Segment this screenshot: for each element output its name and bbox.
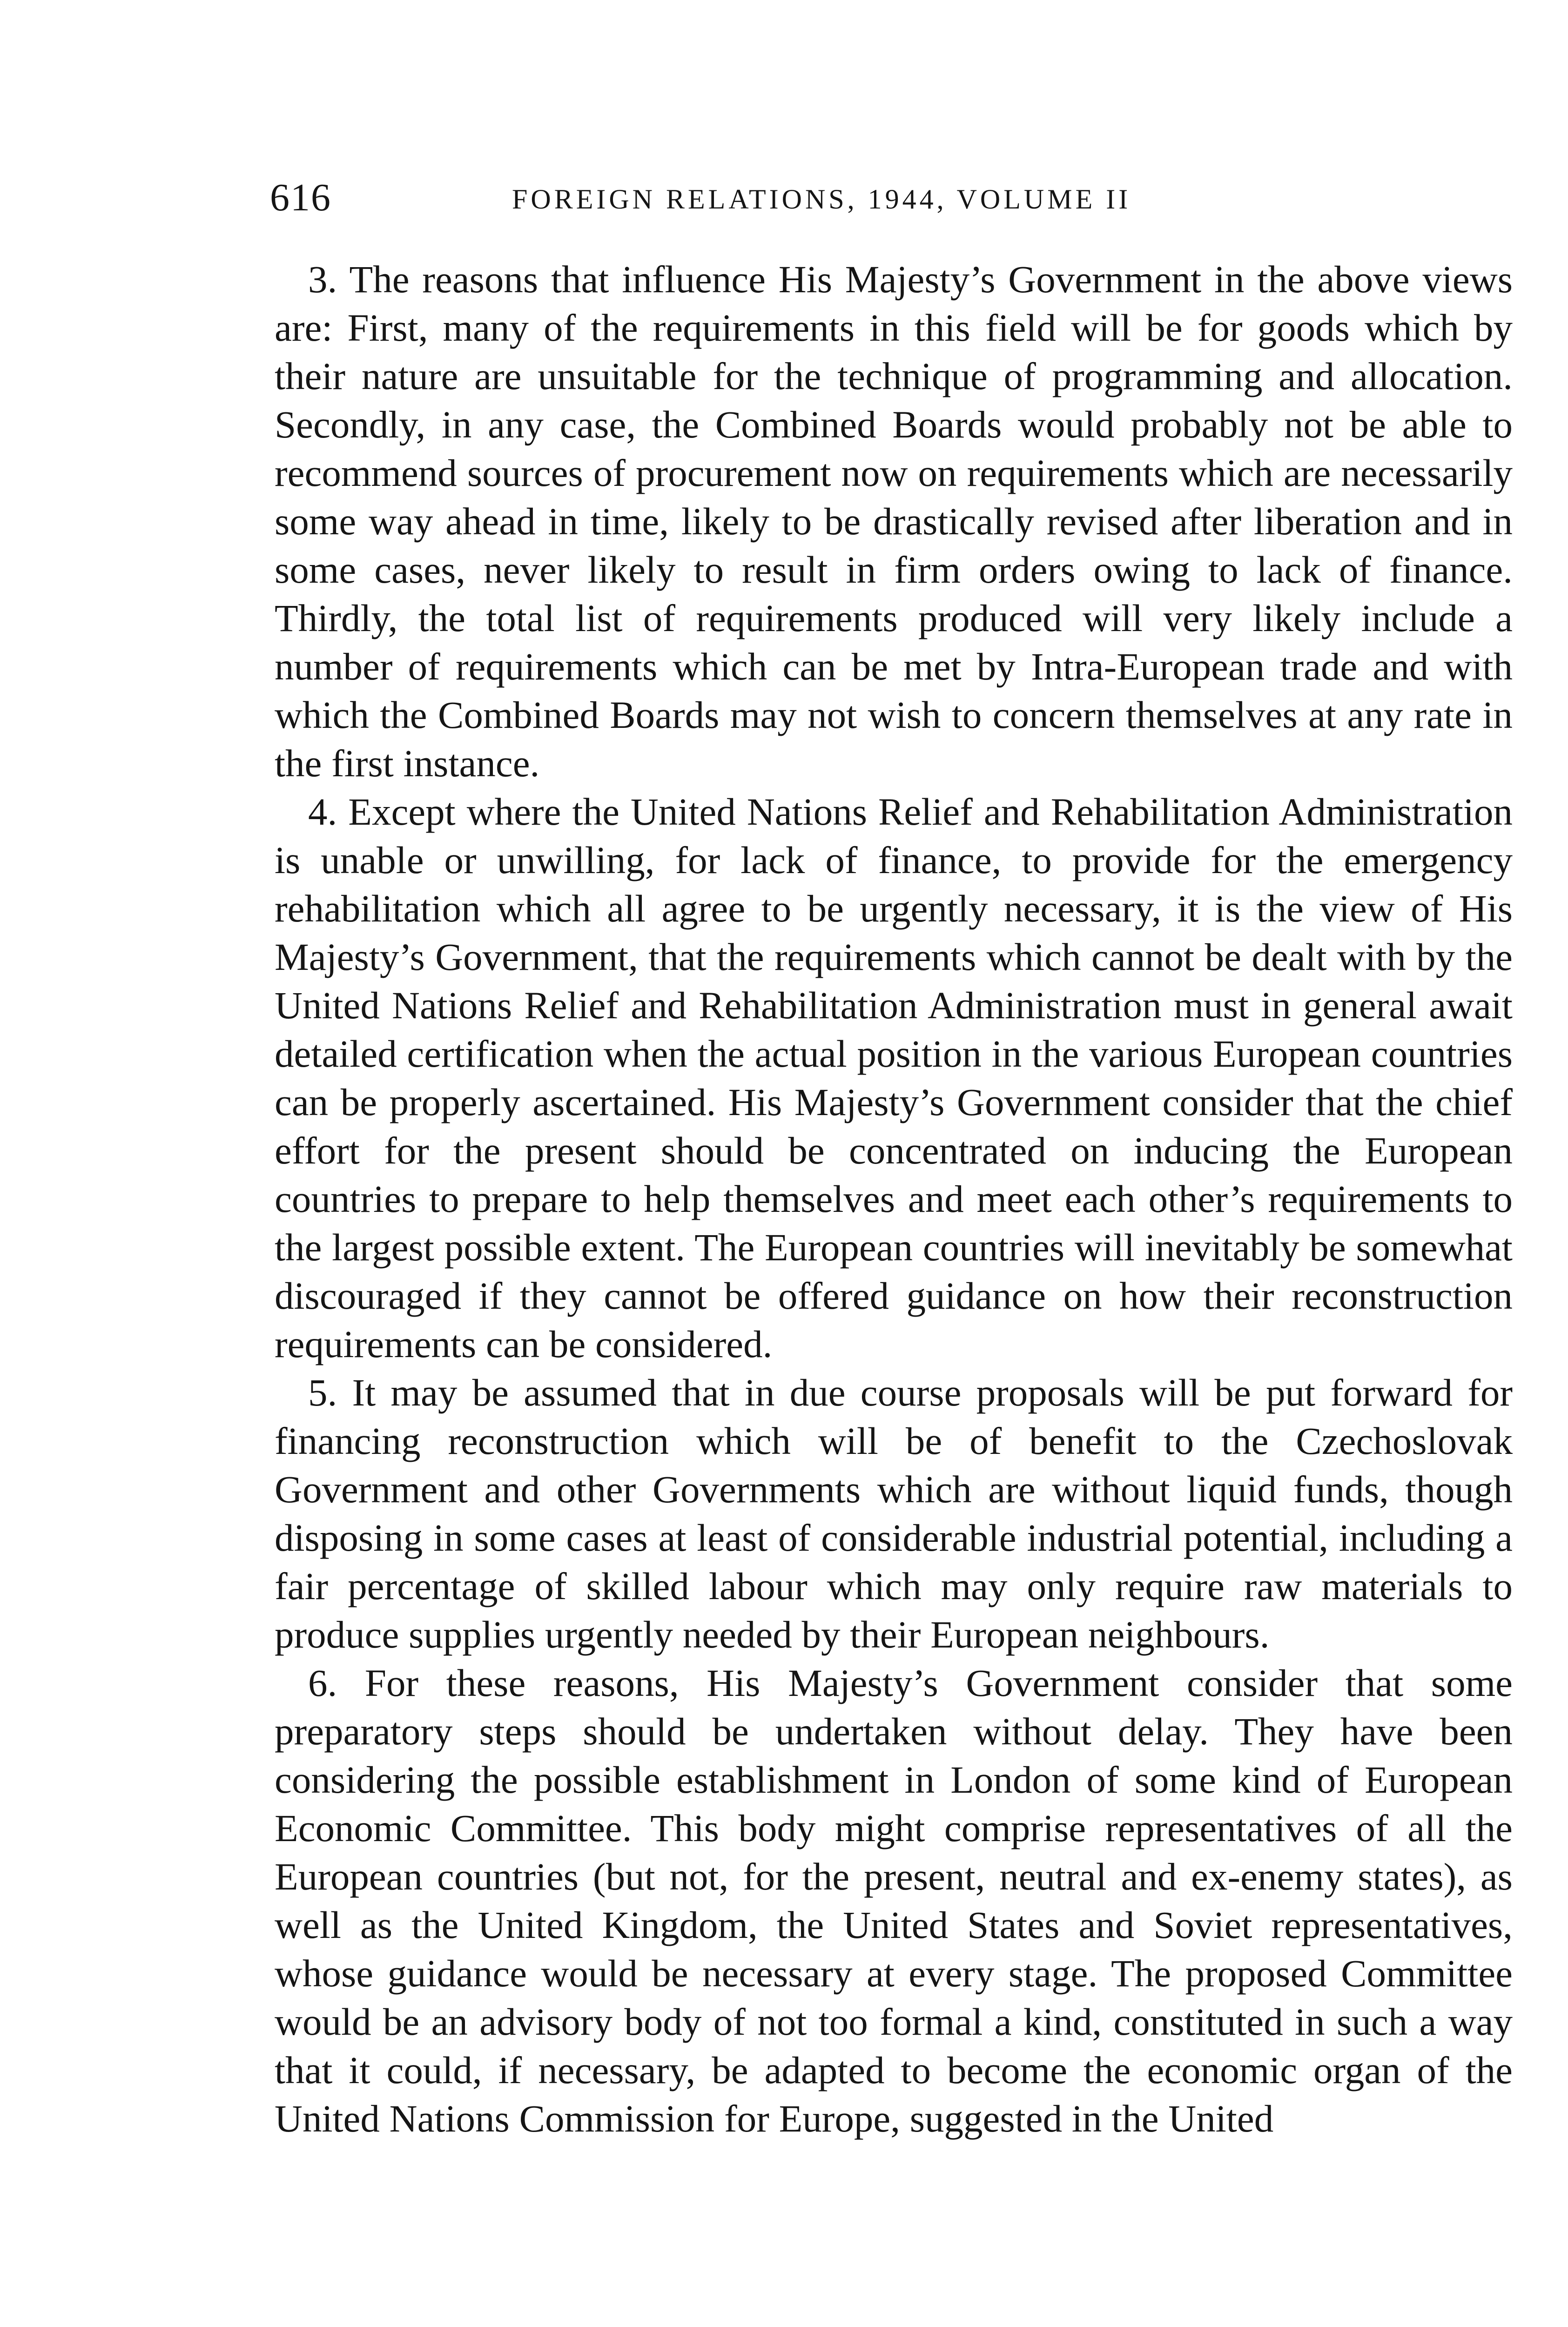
paragraph-6: 6. For these reasons, His Majesty’s Government consider that some preparatory steps should be undertaken without delay. They have been considering the possible establishment in London of some kind of European Economic Committee. This body might comprise representatives of all the European countries (but not, for the present, neutral and ex-enemy states), as well as the United Kingdom, the United States and Soviet representatives, whose guidance would be necessary at every stage. The proposed Committee would be an advisory body of not too formal a kind, constituted in such a way that it could, if necessary, be adapted to become the economic organ of the United Nations Commission for Europe, suggested in the United <box>275 1661 1513 2140</box>
page-number: 616 <box>270 176 331 219</box>
body-text <box>275 255 1513 2327</box>
page-header <box>270 172 1527 223</box>
running-head: FOREIGN RELATIONS, 1944, VOLUME II <box>512 184 1131 215</box>
paragraph-3: 3. The reasons that influence His Majesty’s Government in the above views are: First, many of the requirements in this field will be for goods which by their nature are unsuitable for the technique of programming and allocation. Secondly, in any case, the Combined Boards would probably not be able to recommend sources of procurement now on requirements which are necessarily some way ahead in time, likely to be drastically revised after liberation and in some cases, never likely to result in firm orders owing to lack of finance. Thirdly, the total list of requirements produced will very likely include a number of requirements which can be met by Intra-European trade and with which the Combined Boards may not wish to concern themselves at any rate in the first instance. <box>275 258 1513 785</box>
paragraph-4: 4. Except where the United Nations Relief and Rehabilitation Administration is unable or unwilling, for lack of finance, to provide for the emergency rehabilitation which all agree to be urgently necessary, it is the view of His Majesty’s Government, that the requirements which cannot be dealt with by the United Nations Relief and Rehabilitation Administration must in general await detailed certification when the actual position in the various European countries can be properly ascertained. His Majesty’s Government consider that the chief effort for the present should be concentrated on inducing the European countries to prepare to help themselves and meet each other’s requirements to the largest possible extent. The European countries will inevitably be somewhat discouraged if they cannot be offered guidance on how their reconstruction requirements can be considered. <box>275 790 1513 1365</box>
paragraph-5: 5. It may be assumed that in due course proposals will be put forward for financing reconstruction which will be of benefit to the Czechoslovak Government and other Governments which are without liquid funds, though disposing in some cases at least of considerable industrial potential, including a fair percentage of skilled labour which may only require raw materials to produce supplies urgently needed by their European neighbours. <box>275 1371 1513 1656</box>
